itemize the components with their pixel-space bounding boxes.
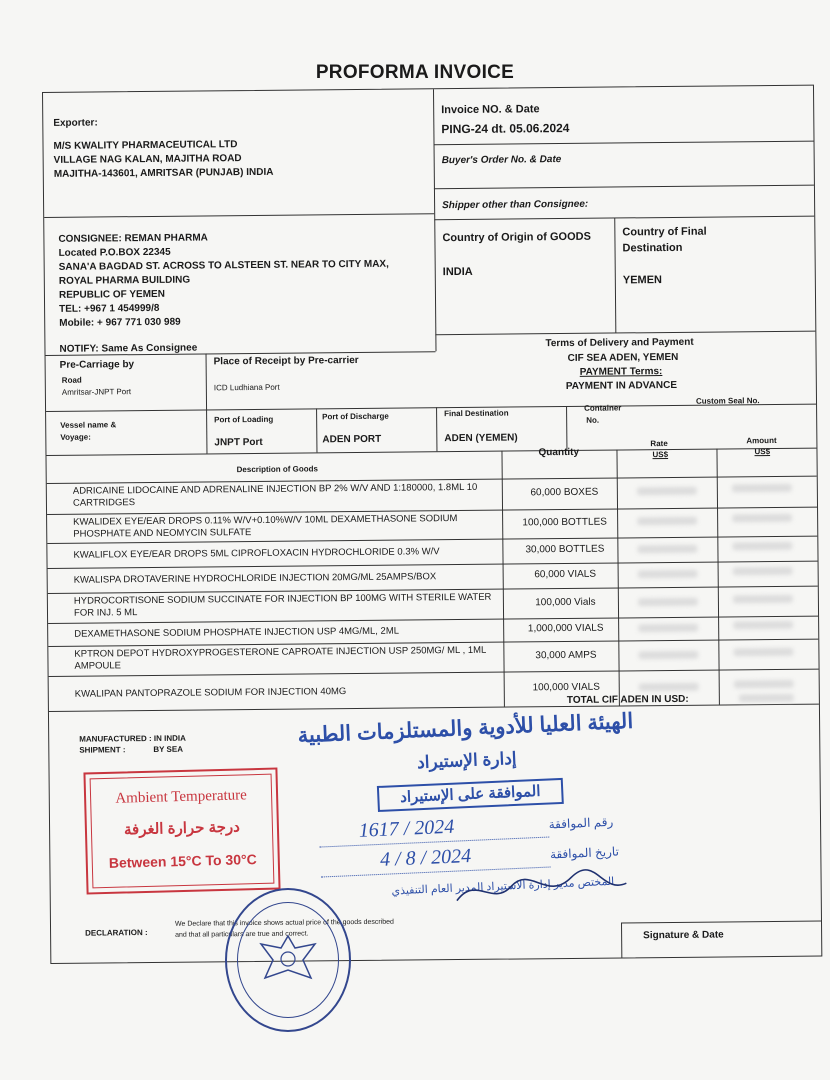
temperature-stamp-arabic: درجة حرارة الغرفة: [123, 818, 241, 839]
temperature-stamp-english: Ambient Temperature: [115, 787, 248, 807]
rate-header: Rate: [650, 439, 668, 449]
origin-label: Country of Origin of GOODS: [442, 230, 591, 245]
redacted-rate: [638, 598, 698, 607]
approval-signers: المختص مدير إدارة الاستيراد المدير العام التنفيذي: [391, 875, 615, 898]
item-quantity: 60,000 BOXES: [530, 486, 599, 499]
redacted-amount: [734, 680, 794, 689]
approval-date: 4 / 8 / 2024: [379, 844, 472, 871]
item-description: KWALIDEX EYE/EAR DROPS 0.11% W/V+0.10%W/V 10ML DEXAMETHASONE SODIUM PHOSPHATE AND NEOMYCIN SULFATE: [73, 513, 458, 540]
approval-authority: الهيئة العليا للأدوية والمستلزمات الطبية: [297, 709, 634, 748]
approval-department: إدارة الإستيراد: [416, 748, 517, 773]
amount-header: Amount: [746, 435, 777, 446]
vessel-label-2: Voyage:: [60, 432, 91, 442]
redacted-amount: [733, 567, 793, 576]
description-header: Description of Goods: [236, 464, 319, 475]
consignee-name: CONSIGNEE: REMAN PHARMA: [58, 232, 208, 245]
precarriage-route: Amritsar-JNPT Port: [61, 387, 132, 397]
item-description: KWALISPA DROTAVERINE HYDROCHLORIDE INJECTION 20MG/ML 25AMPS/BOX: [73, 571, 437, 586]
redacted-amount: [733, 648, 793, 657]
final-country-label-2: Destination: [622, 241, 683, 255]
loading-port: JNPT Port: [214, 436, 263, 449]
redacted-amount: [732, 514, 792, 523]
approval-number-label: رقم الموافقة: [548, 814, 614, 832]
redacted-rate: [638, 651, 698, 660]
item-description: KPTRON DEPOT HYDROXYPROGESTERONE CAPROATE INJECTION USP 250MG/ ML , 1ML AMPOULE: [74, 644, 487, 672]
declaration-text-2: and that all particulars are true and correct.: [175, 930, 309, 939]
consignee-building: ROYAL PHARMA BUILDING: [58, 274, 191, 287]
consignee-mobile: Mobile: + 967 771 030 989: [59, 316, 181, 329]
temperature-stamp: [83, 767, 280, 894]
approval-signature: [451, 863, 633, 911]
vessel-label-1: Vessel name &: [60, 420, 117, 430]
approval-date-label: تاريخ الموافقة: [549, 844, 620, 862]
import-approval-stamp: [294, 705, 644, 916]
final-destination: ADEN (YEMEN): [444, 432, 518, 445]
consignee-country: REPUBLIC OF YEMEN: [58, 288, 165, 301]
shipment-label: SHIPMENT :: [79, 745, 126, 755]
precarriage-mode: Road: [61, 375, 82, 385]
eagle-emblem-icon: [255, 932, 321, 988]
invoice-label: Invoice NO. & Date: [441, 103, 540, 117]
consignee-pobox: Located P.O.BOX 22345: [58, 246, 171, 259]
item-quantity: 60,000 VIALS: [534, 568, 597, 581]
precarriage-label: Pre-Carriage by: [59, 359, 135, 371]
declaration-text-1: We Declare that this invoice shows actual price of the goods described: [174, 918, 394, 928]
item-quantity: 100,000 Vials: [535, 596, 596, 609]
payment-terms: PAYMENT IN ADVANCE: [565, 379, 678, 392]
consignee-tel: TEL: +967 1 454999/8: [59, 302, 160, 315]
loading-port-label: Port of Loading: [214, 414, 274, 425]
receipt-place-label: Place of Receipt by Pre-carrier: [213, 354, 359, 368]
redacted-amount: [732, 484, 792, 493]
approval-number: 1617 / 2024: [358, 815, 455, 842]
item-quantity: 1,000,000 VIALS: [527, 622, 604, 635]
redacted-amount: [733, 595, 793, 604]
final-destination-label: Final Destination: [444, 408, 509, 419]
consignee-street: SANA'A BAGDAD ST. ACROSS TO ALSTEEN ST. NEAR TO CITY MAX,: [58, 258, 389, 273]
container-label-1: Container: [584, 403, 622, 413]
redacted-total: [739, 694, 794, 703]
redacted-rate: [638, 624, 698, 633]
exporter-address-2: MAJITHA-143601, AMRITSAR (PUNJAB) INDIA: [53, 166, 274, 180]
item-quantity: 30,000 AMPS: [535, 649, 597, 662]
redacted-rate: [638, 570, 698, 579]
buyers-order-label: Buyer's Order No. & Date: [441, 154, 562, 167]
final-country-label-1: Country of Final: [622, 225, 707, 239]
item-description: ADRICAINE LIDOCAINE AND ADRENALINE INJECTION BP 2% W/V AND 1:180000, 1.8ML 10 CARTRIDGES: [72, 481, 478, 509]
quantity-header: Quantity: [538, 446, 580, 459]
signature-date-label: Signature & Date: [643, 929, 724, 942]
official-seal: [225, 888, 351, 1032]
terms-label: Terms of Delivery and Payment: [545, 336, 694, 350]
declaration-label: DECLARATION :: [85, 928, 148, 938]
redacted-rate: [639, 683, 699, 692]
item-description: KWALIFLOX EYE/EAR DROPS 5ML CIPROFLOXACIN HYDROCHLORIDE 0.3% W/V: [73, 546, 440, 561]
amount-unit: US$: [754, 447, 771, 457]
exporter-name: M/S KWALITY PHARMACEUTICAL LTD: [53, 139, 238, 152]
delivery-terms: CIF SEA ADEN, YEMEN: [567, 351, 679, 364]
payment-terms-label: PAYMENT Terms:: [579, 366, 663, 378]
shipment-value: BY SEA: [153, 744, 183, 754]
redacted-amount: [733, 621, 793, 630]
custom-seal-label: Custom Seal No.: [695, 396, 760, 406]
manufactured-note: MANUFACTURED : IN INDIA: [79, 733, 186, 744]
total-label: TOTAL CIF ADEN IN USD:: [566, 693, 689, 706]
shipper-label: Shipper other than Consignee:: [442, 198, 589, 212]
receipt-place: ICD Ludhiana Port: [213, 382, 280, 393]
temperature-range: Between 15°C To 30°C: [108, 851, 257, 871]
document-title: PROFORMA INVOICE: [315, 62, 515, 83]
redacted-amount: [732, 542, 792, 551]
redacted-rate: [637, 545, 697, 554]
discharge-port-label: Port of Discharge: [322, 411, 389, 422]
item-quantity: 30,000 BOTTLES: [525, 543, 605, 556]
item-quantity: 100,000 VIALS: [532, 681, 600, 694]
exporter-label: Exporter:: [53, 117, 98, 129]
redacted-rate: [637, 487, 697, 496]
item-description: KWALIPAN PANTOPRAZOLE SODIUM FOR INJECTION 40MG: [74, 686, 347, 700]
notify-party: NOTIFY: Same As Consignee: [59, 342, 198, 355]
item-quantity: 100,000 BOTTLES: [522, 516, 607, 529]
item-description: HYDROCORTISONE SODIUM SUCCINATE FOR INJECTION BP 100MG WITH STERILE WATER FOR INJ. 5 ML: [73, 591, 492, 619]
approval-heading: الموافقة على الإستيراد: [377, 778, 564, 812]
container-label-2: No.: [586, 415, 600, 425]
discharge-port: ADEN PORT: [322, 433, 382, 446]
exporter-address-1: VILLAGE NAG KALAN, MAJITHA ROAD: [53, 153, 242, 166]
redacted-rate: [637, 517, 697, 526]
rate-unit: US$: [652, 450, 669, 460]
item-description: DEXAMETHASONE SODIUM PHOSPHATE INJECTION USP 4MG/ML, 2ML: [74, 625, 400, 640]
final-country-value: YEMEN: [622, 274, 663, 287]
origin-country: INDIA: [442, 265, 473, 279]
invoice-number: PING-24 dt. 05.06.2024: [441, 120, 570, 137]
